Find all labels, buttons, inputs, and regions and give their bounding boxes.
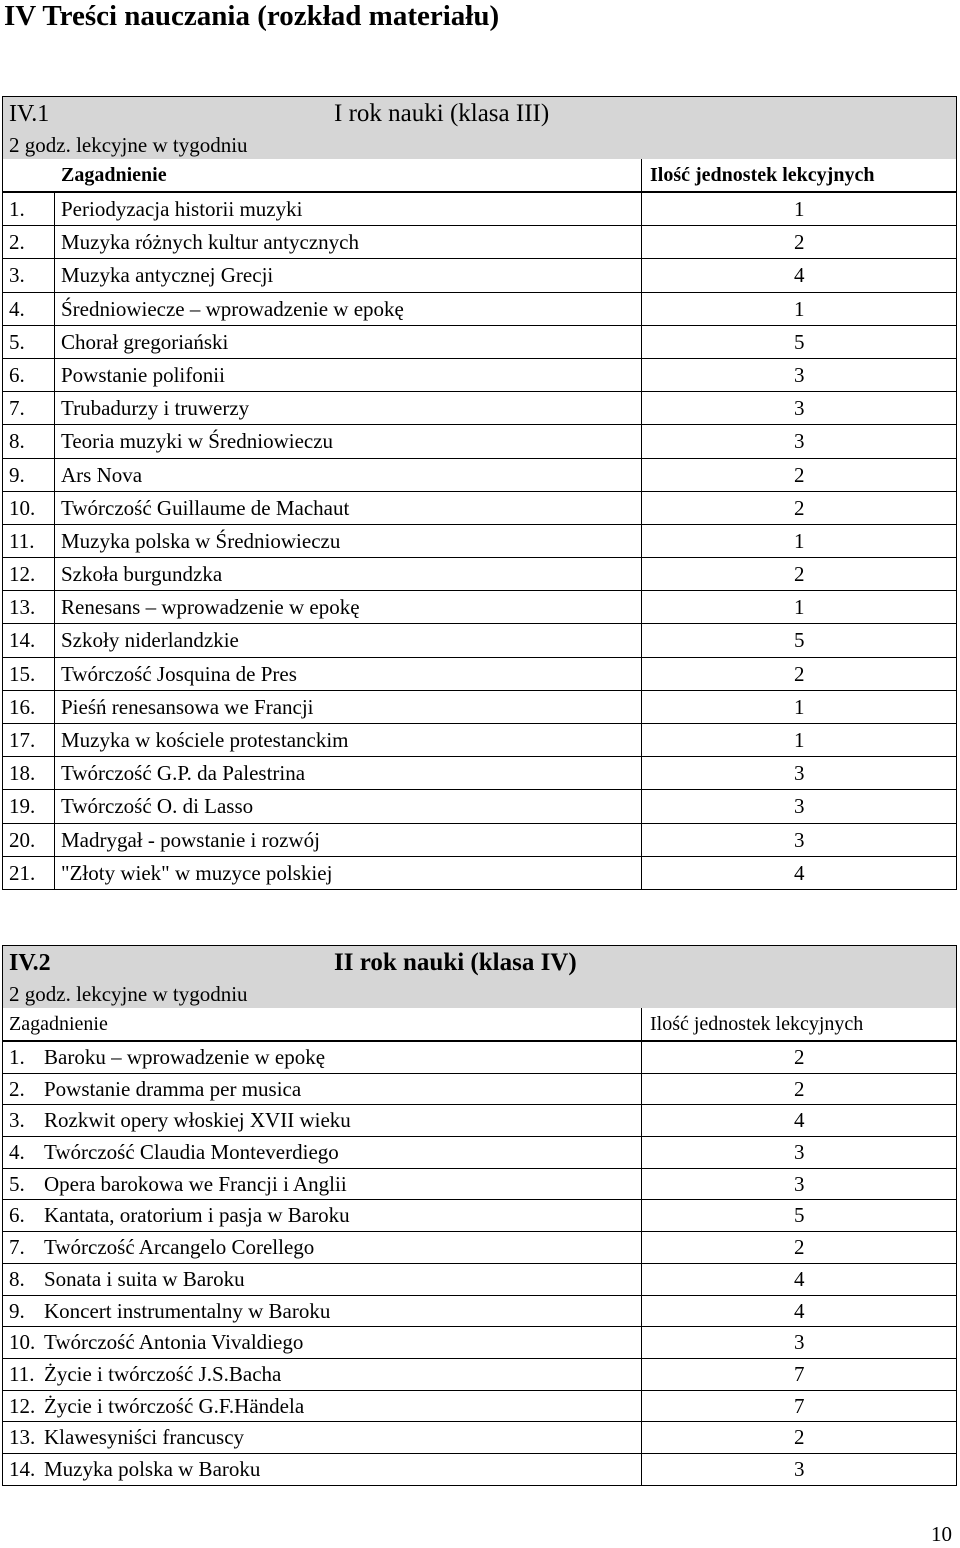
row-number: 13.: [3, 591, 55, 623]
row-topic: Powstanie polifonii: [61, 362, 225, 387]
column-header-count: Ilość jednostek lekcyjnych: [641, 1008, 956, 1040]
row-topic: Sonata i suita w Baroku: [44, 1266, 245, 1291]
row-number: 4.: [3, 293, 55, 325]
row-count: 4: [641, 1296, 956, 1327]
row-number: 2.: [9, 1076, 25, 1101]
row-number: 6.: [9, 1203, 25, 1228]
curriculum-table-year-1: [2, 96, 957, 890]
table-row: [3, 1104, 956, 1136]
row-number: 2.: [3, 226, 55, 258]
row-number: 12.: [3, 558, 55, 590]
row-count: 3: [641, 1327, 956, 1358]
table-row: [3, 458, 956, 491]
section-id: IV.1: [9, 101, 50, 127]
row-count: 2: [641, 558, 956, 590]
row-number: 14.: [3, 624, 55, 656]
row-number: 5.: [9, 1171, 25, 1196]
row-count: 7: [641, 1391, 956, 1422]
table-row: [3, 723, 956, 756]
table-row: [3, 1390, 956, 1422]
section-id: IV.2: [9, 950, 51, 976]
table-row: [3, 1168, 956, 1200]
row-topic: Muzyka polska w Średniowieczu: [61, 528, 341, 553]
table-header: [2, 945, 957, 1008]
table-row: [3, 1041, 956, 1073]
row-topic: Periodyzacja historii muzyki: [61, 197, 303, 221]
row-topic: Trubadurzy i truwerzy: [61, 396, 250, 421]
row-count: 2: [641, 1422, 956, 1453]
row-number: 10.: [9, 1330, 36, 1355]
row-topic: Renesans – wprowadzenie w epokę: [61, 595, 360, 620]
row-number: 15.: [3, 658, 55, 690]
column-headers: [2, 1008, 957, 1041]
row-topic: Twórczość Claudia Monteverdiego: [44, 1140, 339, 1165]
row-count: 3: [641, 392, 956, 424]
row-count: 1: [641, 193, 956, 225]
row-topic: Koncert instrumentalny w Baroku: [44, 1298, 331, 1323]
table-row: [3, 192, 956, 225]
row-number: 14.: [9, 1456, 36, 1481]
row-number: 7.: [9, 1235, 25, 1260]
row-topic: "Złoty wiek" w muzyce polskiej: [61, 860, 333, 885]
row-number: 8.: [9, 1266, 25, 1291]
row-count: 5: [641, 624, 956, 656]
row-count: 2: [641, 658, 956, 690]
row-count: 4: [641, 1264, 956, 1295]
table-row: [3, 1199, 956, 1231]
table-row: [3, 1136, 956, 1168]
row-topic: Szkoła burgundzka: [61, 562, 223, 587]
section-year: II rok nauki (klasa IV): [334, 949, 577, 976]
row-count: 1: [641, 591, 956, 623]
table-row: [3, 789, 956, 822]
row-number: 19.: [3, 790, 55, 822]
row-topic: Muzyka antycznej Grecji: [61, 263, 274, 288]
row-number: 8.: [3, 425, 55, 457]
row-topic: Średniowiecze – wprowadzenie w epokę: [61, 296, 404, 321]
row-count: 2: [641, 459, 956, 491]
table-row: [3, 1358, 956, 1390]
row-topic: Rozkwit opery włoskiej XVII wieku: [44, 1108, 351, 1133]
row-topic: Klawesyniści francuscy: [44, 1425, 245, 1450]
row-count: 1: [641, 293, 956, 325]
row-count: 2: [641, 1042, 956, 1073]
row-number: 9.: [9, 1298, 25, 1323]
column-header-topic: Zagadnienie: [9, 1013, 108, 1035]
row-topic: Madrygał - powstanie i rozwój: [61, 827, 320, 852]
row-number: 5.: [3, 326, 55, 358]
table-row: [3, 590, 956, 623]
row-topic: Kantata, oratorium i pasja w Baroku: [44, 1203, 350, 1228]
row-count: 7: [641, 1359, 956, 1390]
row-topic: Twórczość O. di Lasso: [61, 794, 254, 819]
section-hours: 2 godz. lekcyjne w tygodniu: [9, 133, 248, 157]
row-topic: Życie i twórczość G.F.Händela: [44, 1393, 305, 1418]
page-title: IV Treści nauczania (rozkład materiału): [4, 0, 500, 32]
row-count: 4: [641, 857, 956, 889]
row-count: 3: [641, 425, 956, 457]
table-row: [3, 1231, 956, 1263]
column-header-count: Ilość jednostek lekcyjnych: [641, 159, 956, 191]
row-topic: Twórczość Josquina de Pres: [61, 661, 297, 686]
row-number: 10.: [3, 492, 55, 524]
table-row: [3, 1073, 956, 1105]
row-number: 16.: [3, 691, 55, 723]
row-topic: Pieśń renesansowa we Francji: [61, 694, 314, 719]
table-row: [3, 657, 956, 690]
table-row: [3, 358, 956, 391]
row-number: 6.: [3, 359, 55, 391]
table-row: [3, 391, 956, 424]
row-topic: Życie i twórczość J.S.Bacha: [44, 1361, 282, 1386]
row-topic: Ars Nova: [61, 462, 143, 487]
row-count: 3: [641, 359, 956, 391]
row-number: 4.: [9, 1140, 25, 1165]
row-count: 1: [641, 724, 956, 756]
row-count: 5: [641, 326, 956, 358]
row-topic: Twórczość Antonia Vivaldiego: [44, 1330, 304, 1355]
table-row: [3, 557, 956, 590]
row-count: 3: [641, 790, 956, 822]
row-number: 21.: [3, 857, 55, 889]
page-number: 10: [931, 1522, 952, 1546]
row-number: 11.: [9, 1361, 35, 1386]
row-number: 9.: [3, 459, 55, 491]
row-count: 3: [641, 1454, 956, 1485]
table-row: [3, 623, 956, 656]
row-number: 12.: [9, 1393, 36, 1418]
row-topic: Twórczość Guillaume de Machaut: [61, 495, 350, 520]
row-number: 13.: [9, 1425, 36, 1450]
row-number: 3.: [9, 1108, 25, 1133]
table-row: [3, 325, 956, 358]
row-count: 3: [641, 1169, 956, 1200]
table-row: [3, 1326, 956, 1358]
row-count: 1: [641, 691, 956, 723]
row-number: 17.: [3, 724, 55, 756]
row-number: 20.: [3, 824, 55, 856]
table-row: [3, 225, 956, 258]
row-topic: Szkoły niderlandzkie: [61, 628, 239, 653]
curriculum-table-year-2: [2, 945, 957, 1486]
row-number: 1.: [9, 1045, 25, 1069]
row-count: 3: [641, 757, 956, 789]
row-count: 1: [641, 525, 956, 557]
table-body: [2, 192, 957, 890]
table-row: [3, 292, 956, 325]
row-topic: Powstanie dramma per musica: [44, 1076, 302, 1101]
table-row: [3, 856, 956, 889]
row-count: 3: [641, 824, 956, 856]
row-number: 11.: [3, 525, 55, 557]
table-row: [3, 491, 956, 524]
row-count: 5: [641, 1200, 956, 1231]
row-topic: Twórczość Arcangelo Corellego: [44, 1235, 315, 1260]
table-header: [2, 96, 957, 159]
table-row: [3, 1421, 956, 1453]
column-header-topic: Zagadnienie: [61, 164, 167, 186]
table-row: [3, 1295, 956, 1327]
row-count: 2: [641, 1232, 956, 1263]
row-count: 3: [641, 1137, 956, 1168]
table-row: [3, 823, 956, 856]
row-topic: Baroku – wprowadzenie w epokę: [44, 1045, 326, 1069]
row-topic: Muzyka w kościele protestanckim: [61, 728, 349, 752]
row-topic: Opera barokowa we Francji i Anglii: [44, 1171, 347, 1196]
row-topic: Chorał gregoriański: [61, 329, 229, 354]
row-count: 4: [641, 259, 956, 291]
row-count: 2: [641, 226, 956, 258]
row-count: 2: [641, 1074, 956, 1105]
row-number: 3.: [3, 259, 55, 291]
table-row: [3, 258, 956, 291]
row-count: 2: [641, 492, 956, 524]
row-number: 1.: [3, 193, 55, 225]
row-topic: Muzyka polska w Baroku: [44, 1456, 261, 1481]
table-body: [2, 1041, 957, 1486]
row-topic: Twórczość G.P. da Palestrina: [61, 761, 306, 786]
table-row: [3, 690, 956, 723]
column-headers: [2, 159, 957, 192]
row-count: 4: [641, 1105, 956, 1136]
section-year: I rok nauki (klasa III): [334, 100, 550, 127]
table-row: [3, 1453, 956, 1485]
row-number: 18.: [3, 757, 55, 789]
row-number: 7.: [3, 392, 55, 424]
row-topic: Teoria muzyki w Średniowieczu: [61, 429, 334, 454]
section-hours: 2 godz. lekcyjne w tygodniu: [9, 982, 248, 1006]
table-row: [3, 1263, 956, 1295]
table-row: [3, 524, 956, 557]
table-row: [3, 756, 956, 789]
table-row: [3, 424, 956, 457]
row-topic: Muzyka różnych kultur antycznych: [61, 230, 359, 255]
